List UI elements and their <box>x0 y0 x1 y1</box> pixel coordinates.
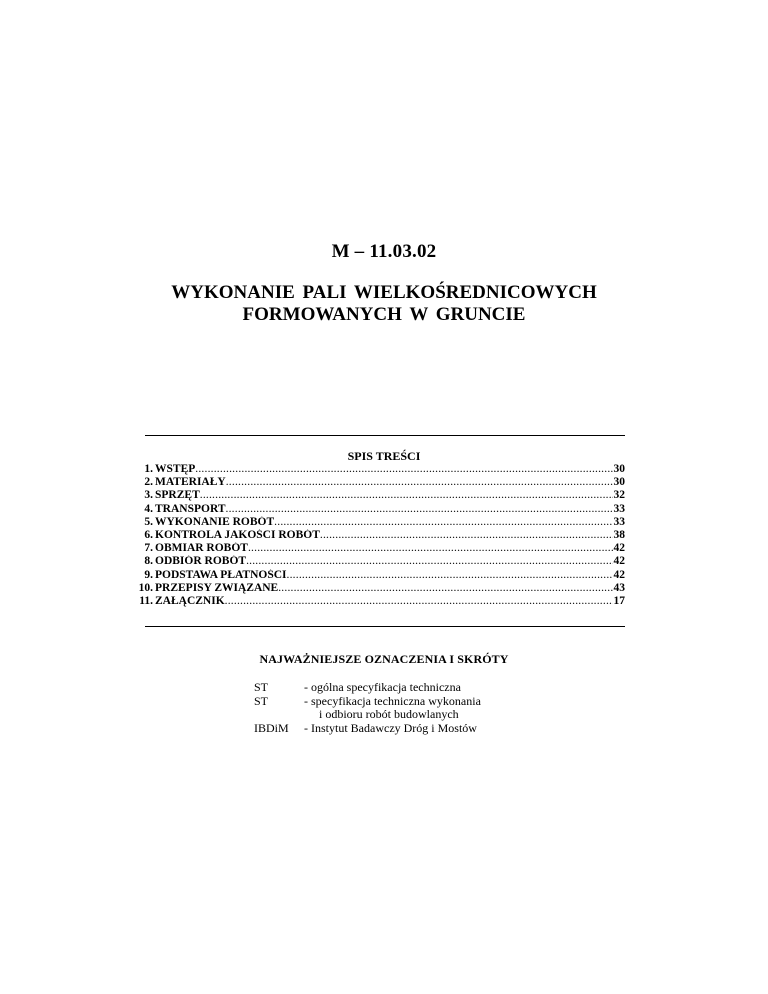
toc-leader-dots <box>226 503 613 516</box>
toc-item-label: PODSTAWA PŁATNOŚCI <box>155 568 287 581</box>
toc-item-number: 2. <box>144 476 153 489</box>
abbreviation-definition <box>304 695 481 722</box>
toc-item-label: TRANSPORT <box>155 502 226 515</box>
abbreviation-item <box>254 722 481 736</box>
toc-leader-dots <box>274 516 612 529</box>
toc-leader-dots <box>200 489 613 502</box>
toc-leader-dots <box>225 595 613 608</box>
toc-item-number: 5. <box>144 515 153 528</box>
toc-item-number: 10. <box>138 581 153 594</box>
abbreviation-term: ST <box>254 693 269 708</box>
toc-item-number: 3. <box>144 489 153 502</box>
toc-item-label: WYKONANIE ROBÓT <box>155 515 275 528</box>
table-of-contents <box>120 463 625 608</box>
abbreviation-item <box>254 695 481 722</box>
abbreviation-definition-continuation: i odbioru robót budowlanych <box>319 707 459 721</box>
toc-item-page: 30 <box>613 476 625 489</box>
toc-item-number: 4. <box>144 502 153 515</box>
toc-item-page: 17 <box>613 594 625 607</box>
document-code: M – 11.03.02 <box>331 241 437 262</box>
toc-item-number: 11. <box>139 594 153 607</box>
toc-leader-dots <box>287 569 613 582</box>
toc-item-przepisy-zwiazane[interactable] <box>120 582 625 595</box>
toc-item-materialy[interactable] <box>120 476 625 489</box>
abbreviation-item <box>254 681 481 695</box>
toc-item-sprzet[interactable] <box>120 489 625 502</box>
toc-leader-dots <box>195 463 612 476</box>
toc-item-page: 32 <box>613 489 625 502</box>
abbreviation-definition-text: - Instytut Badawczy Dróg i Mostów <box>304 720 477 735</box>
abbreviation-definition <box>304 681 461 695</box>
toc-item-obmiar-robot[interactable] <box>120 542 625 555</box>
document-title <box>0 282 768 326</box>
toc-item-page: 42 <box>613 555 625 568</box>
toc-item-label: ZAŁĄCZNIK <box>155 594 225 607</box>
toc-item-page: 42 <box>613 568 625 581</box>
toc-item-label: SPRZĘT <box>155 489 200 502</box>
toc-item-page: 33 <box>613 515 625 528</box>
toc-item-number: 8. <box>144 555 153 568</box>
toc-item-page: 42 <box>613 542 625 555</box>
toc-top-divider <box>145 435 625 436</box>
title-line-2: FORMOWANYCH W GRUNCIE <box>242 304 526 325</box>
toc-item-page: 30 <box>613 463 625 475</box>
toc-item-wstep[interactable] <box>120 463 625 476</box>
title-line-1: WYKONANIE PALI WIELKOŚREDNICOWYCH <box>171 282 597 303</box>
toc-item-zalacznik[interactable] <box>120 595 625 608</box>
abbreviation-term: ST <box>254 680 269 694</box>
toc-item-label: PRZEPISY ZWIĄZANE <box>155 581 279 594</box>
abbreviations-heading: NAJWAŻNIEJSZE OZNACZENIA I SKRÓTY <box>259 652 509 666</box>
toc-item-number: 9. <box>144 568 153 581</box>
abbreviation-term: IBDiM <box>254 720 289 735</box>
toc-item-label: KONTROLA JAKOŚCI ROBÓT <box>155 528 320 541</box>
toc-item-wykonanie-robot[interactable] <box>120 516 625 529</box>
toc-bottom-divider <box>145 626 625 627</box>
toc-leader-dots <box>226 476 613 489</box>
toc-item-number: 1. <box>144 463 153 475</box>
toc-item-page: 33 <box>613 502 625 515</box>
toc-item-label: MATERIAŁY <box>155 476 226 489</box>
abbreviations-list <box>254 681 481 735</box>
toc-leader-dots <box>246 555 612 568</box>
toc-item-page: 38 <box>613 528 625 541</box>
abbreviation-definition <box>304 722 477 736</box>
toc-item-transport[interactable] <box>120 503 625 516</box>
abbreviation-definition-text: - ogólna specyfikacja techniczna <box>304 680 461 694</box>
toc-item-odbior-robot[interactable] <box>120 555 625 568</box>
toc-item-label: ODBIÓR ROBÓT <box>155 555 247 568</box>
toc-item-number: 7. <box>144 542 153 555</box>
toc-leader-dots <box>248 542 613 555</box>
toc-leader-dots <box>278 582 612 595</box>
abbreviation-definition-text: - specyfikacja techniczna wykonania <box>304 693 481 708</box>
toc-leader-dots <box>320 529 613 542</box>
toc-item-label: OBMIAR ROBÓT <box>155 542 248 555</box>
toc-item-kontrola-jakosci[interactable] <box>120 529 625 542</box>
toc-item-number: 6. <box>144 528 153 541</box>
toc-item-podstawa-platnosci[interactable] <box>120 569 625 582</box>
toc-item-page: 43 <box>613 581 625 594</box>
toc-item-label: WSTĘP <box>155 463 196 475</box>
toc-heading: SPIS TREŚCI <box>347 449 421 463</box>
